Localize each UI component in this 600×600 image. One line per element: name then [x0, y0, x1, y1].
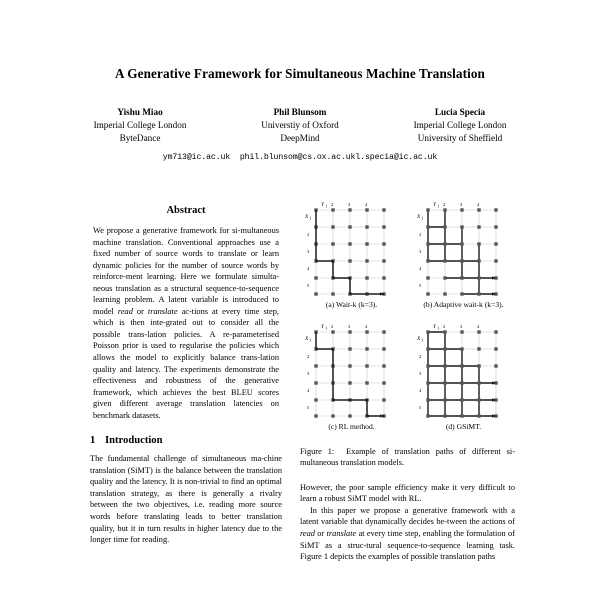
author-emails — [60, 153, 540, 162]
author-affiliation-primary: Universtiy of Oxford — [261, 120, 339, 131]
svg-text:1: 1 — [325, 326, 328, 331]
figure-panel-c-caption: (c) RL method. — [328, 422, 375, 431]
svg-text:X: X — [305, 336, 309, 342]
author-name: Yishu Miao — [117, 107, 163, 117]
inthispaper-part-1: In this paper we propose a generative framework with a latent variable that dynamically decides be-tween the actions of — [300, 505, 515, 527]
author-affiliation-primary: Imperial College London — [413, 120, 507, 131]
svg-text:X: X — [417, 336, 421, 342]
author-entry — [220, 106, 380, 146]
svg-text:4: 4 — [307, 266, 310, 271]
abstract-emph-read: read — [117, 306, 133, 316]
right-column-body — [300, 482, 515, 563]
svg-text:2: 2 — [443, 202, 446, 207]
abstract-emph-translate: translate — [147, 306, 178, 316]
svg-text:X: X — [305, 214, 309, 220]
intro-paragraph: The fundamental challenge of simultaneous ma-chine translation (SiMT) is the balance between the translation quality and the latency. It is non-trivial to find an optimal translation strategy, as there is generally a rivalry between the two objectives, i.e. reading more source words before translating leads to better translation quality, but it in turn results in higher latency due to the longer time for reading. — [90, 454, 282, 545]
svg-text:5: 5 — [419, 405, 422, 410]
author-affiliation-primary: Imperial College London — [93, 120, 187, 131]
inthispaper-emph-read: read — [300, 529, 315, 538]
svg-text:4: 4 — [365, 202, 368, 207]
svg-text:5: 5 — [307, 283, 310, 288]
svg-text:4: 4 — [419, 266, 422, 271]
author-affiliation-secondary: ByteDance — [119, 133, 161, 144]
email-link[interactable]: ym713@ic.ac.uk — [162, 153, 231, 162]
svg-text:3: 3 — [460, 202, 463, 207]
figure-panel-grid — [300, 196, 515, 440]
svg-text:2: 2 — [307, 354, 310, 359]
section-number: 1 — [90, 435, 96, 447]
right-column — [300, 196, 515, 563]
author-name: Lucia Specia — [434, 107, 486, 117]
figure-panel-a-caption: (a) Wait-k (k=3). — [325, 300, 378, 309]
svg-text:4: 4 — [477, 202, 480, 207]
figure-caption-text: Example of translation paths of different si-multaneous translation models. — [300, 447, 515, 468]
svg-text:3: 3 — [419, 371, 422, 376]
svg-text:4: 4 — [477, 324, 480, 329]
svg-text:3: 3 — [307, 371, 310, 376]
svg-text:1: 1 — [437, 204, 440, 209]
svg-text:2: 2 — [331, 324, 334, 329]
author-affiliation-secondary: DeepMind — [280, 133, 320, 144]
svg-text:2: 2 — [419, 354, 422, 359]
figure-caption — [300, 446, 515, 469]
left-column — [90, 205, 282, 546]
svg-text:X: X — [417, 214, 421, 220]
figure-caption-label: Figure 1: — [300, 447, 335, 456]
author-affiliation-secondary: University of Sheffield — [417, 133, 503, 144]
svg-text:5: 5 — [307, 405, 310, 410]
inthispaper-part-2: or — [314, 529, 327, 538]
abstract-heading: Abstract — [166, 205, 206, 216]
svg-text:1: 1 — [437, 326, 440, 331]
gsimt-diagram — [412, 318, 515, 421]
svg-text:1: 1 — [421, 216, 424, 221]
abstract-part-1: We propose a generative framework for si-multaneous machine translation. Conventional approaches use a fixed number of source words to translate or learn dynamic policies for the number of source words by reinforce-ment learning. Here we formulate simulta-neous translation as a structural sequence-to-sequence learning problem. A latent variable is introduced to model — [93, 226, 279, 316]
svg-text:4: 4 — [365, 324, 368, 329]
section-title: Introduction — [105, 435, 163, 447]
however-paragraph: However, the poor sample efficiency make it very difficult to learn a robust SiMT model with RL. — [300, 482, 515, 504]
author-block — [60, 106, 540, 146]
svg-text:3: 3 — [348, 202, 351, 207]
figure-panel-d-caption: (d) GSiMT. — [445, 422, 482, 431]
figure-panel-b — [412, 196, 515, 316]
author-name: Phil Blunsom — [273, 107, 327, 117]
svg-text:Y: Y — [321, 324, 325, 330]
svg-text:1: 1 — [325, 204, 328, 209]
svg-text:2: 2 — [307, 232, 310, 237]
section-heading-introduction — [90, 435, 282, 446]
svg-text:3: 3 — [307, 249, 310, 254]
svg-text:4: 4 — [419, 388, 422, 393]
abstract-part-3: ac-tions at every time step, which is then inte-grated out to consider all the possible trans-lation policies. A re-parameterised Poisson prior is used to regularise the policies which allows the model to explicitly balance trans-lation quality and latency. The experiments demonstrate the effectiveness and robustness of the generative framework, which achieves the best BLEU scores given different average translation latencies on benchmark datasets. — [93, 306, 280, 420]
author-entry — [380, 106, 540, 146]
rl-method-diagram — [300, 318, 403, 421]
svg-text:3: 3 — [419, 249, 422, 254]
svg-text:2: 2 — [419, 232, 422, 237]
svg-text:2: 2 — [331, 202, 334, 207]
svg-text:Y: Y — [433, 202, 437, 208]
svg-text:1: 1 — [421, 338, 424, 343]
abstract-part-2: or — [132, 306, 148, 316]
figure-1 — [300, 196, 515, 469]
svg-text:3: 3 — [348, 324, 351, 329]
figure-panel-d — [412, 318, 515, 438]
figure-panel-a — [300, 196, 403, 316]
svg-text:Y: Y — [321, 202, 325, 208]
svg-text:1: 1 — [309, 216, 312, 221]
svg-text:5: 5 — [419, 283, 422, 288]
adaptive-wait-k-diagram — [412, 196, 515, 299]
email-link[interactable]: phil.blunsom@cs.ox.ac.uk — [239, 153, 356, 162]
figure-panel-b-caption: (b) Adaptive wait-k (k=3). — [423, 300, 504, 309]
abstract-text — [90, 225, 282, 421]
email-link[interactable]: l.specia@ic.ac.uk — [355, 153, 438, 162]
wait-k-diagram — [300, 196, 403, 299]
svg-text:1: 1 — [309, 338, 312, 343]
page-title: A Generative Framework for Simultaneous Machine Translation — [115, 66, 485, 81]
svg-text:2: 2 — [443, 324, 446, 329]
figure-panel-c — [300, 318, 403, 438]
svg-text:Y: Y — [433, 324, 437, 330]
svg-text:4: 4 — [307, 388, 310, 393]
inthispaper-part-3: at every time step, enabling the formulation of SiMT as a struc-tural sequence-to-sequence learning task. Figure 1 depicts the examples of possible translation paths — [300, 529, 515, 562]
svg-text:3: 3 — [460, 324, 463, 329]
inthispaper-paragraph — [300, 505, 515, 563]
inthispaper-emph-translate: translate — [326, 529, 357, 538]
author-entry — [60, 106, 220, 146]
